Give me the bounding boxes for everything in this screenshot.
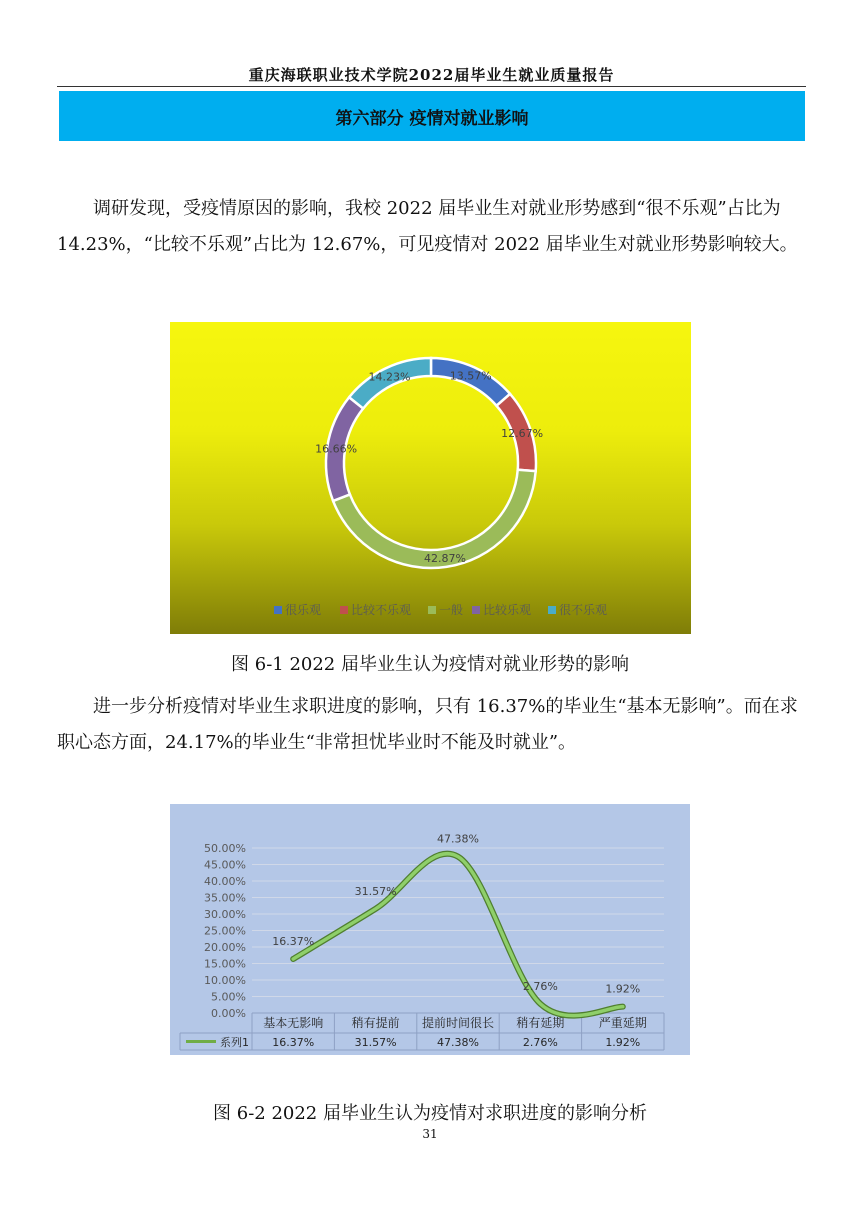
paragraph-1-text: 调研发现，受疫情原因的影响，我校 2022 届毕业生对就业形势感到“很不乐观”占比为 14.23%，“比较不乐观”占比为 12.67%，可见疫情对 2022 届毕业生对就业形势影响较大。 <box>57 198 798 255</box>
legend-swatch <box>472 606 480 614</box>
donut-data-label: 42.87% <box>423 551 466 565</box>
donut-data-label: 14.23% <box>368 370 411 384</box>
series-line-outline <box>293 854 623 1016</box>
y-tick-label: 30.00% <box>204 908 246 921</box>
legend-label: 比较不乐观 <box>351 603 412 617</box>
paragraph-1 <box>57 191 807 263</box>
donut-data-label: 13.57% <box>449 369 492 383</box>
line-data-label: 1.92% <box>605 982 641 996</box>
line-data-label: 2.76% <box>522 979 558 993</box>
legend-swatch <box>340 606 348 614</box>
y-tick-label: 45.00% <box>204 858 246 872</box>
donut-chart-svg <box>170 322 691 634</box>
section-title: 第六部分 疫情对就业影响 <box>335 108 529 129</box>
page-number: 31 <box>422 1127 438 1141</box>
table-value: 47.38% <box>437 1036 479 1049</box>
x-tick-label: 稍有提前 <box>351 1016 400 1030</box>
legend-label: 比较乐观 <box>483 603 532 617</box>
legend-swatch <box>274 606 282 614</box>
table-value: 2.76% <box>522 1036 558 1049</box>
x-tick-label: 严重延期 <box>598 1016 647 1030</box>
donut-data-label: 12.67% <box>501 426 544 440</box>
table-series-name: 系列1 <box>220 1036 249 1049</box>
donut-data-label: 16.66% <box>315 442 358 456</box>
paragraph-2-text: 进一步分析疫情对毕业生求职进度的影响，只有 16.37%的毕业生“基本无影响”。而在求职心态方面，24.17%的毕业生“非常担忧毕业时不能及时就业”。 <box>57 696 798 753</box>
section-banner <box>59 91 805 141</box>
x-tick-label: 基本无影响 <box>263 1016 324 1030</box>
legend-label: 一般 <box>439 603 464 617</box>
series-line <box>293 854 623 1016</box>
figure-2-caption: 图 6-2 2022 届毕业生认为疫情对求职进度的影响分析 <box>213 1103 647 1124</box>
header-rule <box>57 86 806 87</box>
y-tick-label: 0.00% <box>211 1007 246 1020</box>
y-tick-label: 10.00% <box>204 974 246 987</box>
y-tick-label: 40.00% <box>204 875 246 888</box>
x-tick-label: 提前时间很长 <box>421 1016 495 1030</box>
line-data-label: 47.38% <box>437 832 479 846</box>
figure-1-caption: 图 6-1 2022 届毕业生认为疫情对就业形势的影响 <box>231 654 629 675</box>
donut-chart <box>170 322 691 634</box>
legend-label: 很不乐观 <box>559 603 608 617</box>
table-value: 31.57% <box>354 1036 397 1049</box>
y-tick-label: 50.00% <box>204 842 246 855</box>
line-chart <box>170 804 690 1055</box>
legend-label: 很乐观 <box>285 603 322 617</box>
x-tick-label: 稍有延期 <box>516 1016 565 1030</box>
paragraph-2 <box>57 689 807 761</box>
report-header: 重庆海联职业技术学院2022届毕业生就业质量报告 <box>248 66 615 84</box>
y-tick-label: 35.00% <box>204 891 246 905</box>
legend-swatch <box>548 606 556 614</box>
line-chart-svg <box>170 804 690 1055</box>
y-tick-label: 5.00% <box>211 990 246 1004</box>
table-value: 1.92% <box>605 1036 641 1049</box>
line-data-label: 16.37% <box>272 934 315 948</box>
line-data-label: 31.57% <box>354 884 397 898</box>
y-tick-label: 25.00% <box>204 924 246 938</box>
y-tick-label: 20.00% <box>204 941 246 954</box>
table-value: 16.37% <box>272 1036 315 1049</box>
legend-swatch <box>428 606 436 614</box>
y-tick-label: 15.00% <box>204 957 246 971</box>
